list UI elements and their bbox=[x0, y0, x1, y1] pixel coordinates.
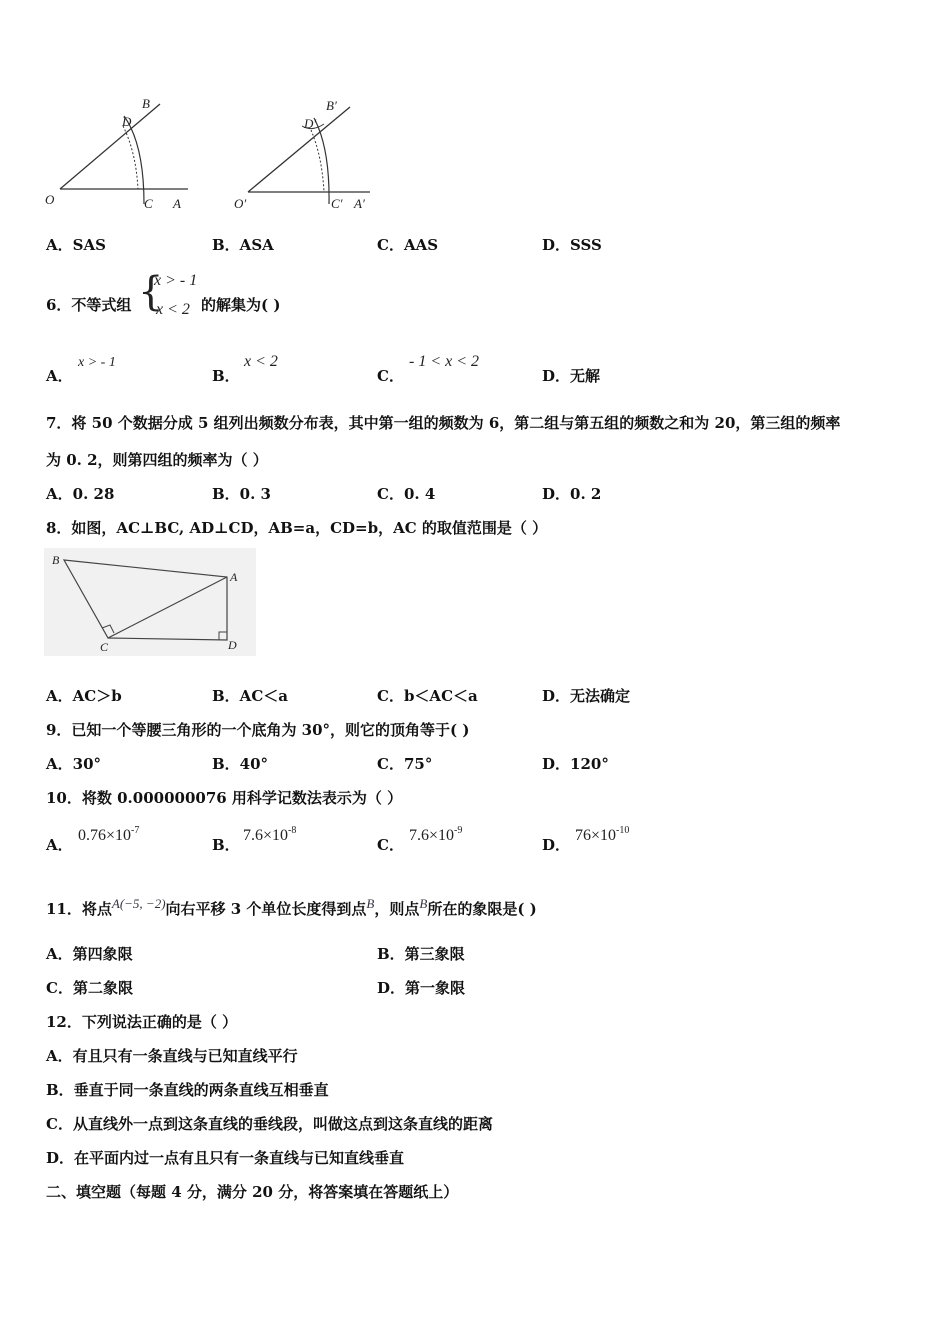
q11-option-d: D．第一象限 bbox=[377, 979, 466, 997]
q7-option-b: B．0. 3 bbox=[212, 485, 271, 503]
q7-option-c: C．0. 4 bbox=[377, 485, 436, 503]
q5-option-b: B．ASA bbox=[212, 236, 274, 254]
q6-option-a-label: A． bbox=[46, 367, 73, 385]
q10-b-exponent: -8 bbox=[288, 825, 297, 836]
label-C: C bbox=[144, 196, 153, 211]
section-fill-in-heading: 二、填空题（每题 4 分，满分 20 分，将答案填在答题纸上） bbox=[46, 1183, 459, 1201]
q10-option-b-label: B． bbox=[212, 836, 240, 854]
q6-inequality-2: x < 2 bbox=[156, 301, 190, 318]
label-O-prime: O′ bbox=[234, 196, 247, 211]
label-D: D bbox=[122, 114, 132, 129]
q8-option-a: A．AC＞b bbox=[46, 687, 122, 705]
q7-stem-line1: 7．将 50 个数据分成 5 组列出频数分布表，其中第一组的频数为 6，第二组与第五组的频数之和为 20，第三组的频率 bbox=[46, 414, 841, 432]
q9-option-d: D．120° bbox=[542, 755, 609, 773]
q10-option-c-label: C． bbox=[377, 836, 404, 854]
q12-option-a: A．有且只有一条直线与已知直线平行 bbox=[46, 1047, 298, 1065]
q12-option-b: B．垂直于同一条直线的两条直线互相垂直 bbox=[46, 1081, 329, 1099]
q10-option-c-math bbox=[409, 826, 462, 844]
q10-option-d-label: D． bbox=[542, 836, 571, 854]
q11-point-b-2: B bbox=[419, 896, 428, 911]
label-B-prime: B′ bbox=[326, 98, 337, 113]
angle-figure-copy bbox=[228, 92, 428, 222]
q5-option-a: A．SAS bbox=[46, 236, 106, 254]
q7-stem-line2: 为 0. 2，则第四组的频率为（ ） bbox=[46, 451, 268, 469]
q11-middle2: ，则点 bbox=[374, 900, 420, 918]
q9-option-a: A．30° bbox=[46, 755, 102, 773]
fig-label-C: C bbox=[100, 640, 109, 654]
q8-option-c: C．b＜AC＜a bbox=[377, 687, 478, 705]
label-A-prime: A′ bbox=[354, 196, 365, 211]
q10-b-base: 7.6×10 bbox=[243, 827, 289, 844]
system-brace: { bbox=[138, 269, 164, 315]
q10-stem: 10．将数 0.000000076 用科学记数法表示为（ ） bbox=[46, 789, 403, 807]
q10-option-a-label: A． bbox=[46, 836, 73, 854]
q7-option-a: A．0. 28 bbox=[46, 485, 115, 503]
q9-option-c: C．75° bbox=[377, 755, 433, 773]
label-B: B bbox=[142, 96, 150, 111]
label-C-prime: C′ bbox=[331, 196, 343, 211]
q11-stem bbox=[46, 897, 537, 917]
q11-suffix: 所在的象限是( ) bbox=[427, 900, 537, 918]
q8-option-d: D．无法确定 bbox=[542, 687, 631, 705]
q10-d-exponent: -10 bbox=[616, 825, 630, 836]
q7-option-d: D．0. 2 bbox=[542, 485, 602, 503]
q6-option-c-math: - 1 < x < 2 bbox=[409, 353, 480, 370]
q9-stem: 9．已知一个等腰三角形的一个底角为 30°，则它的顶角等于( ) bbox=[46, 721, 470, 739]
fig-label-A: A bbox=[230, 570, 238, 584]
fig-label-D: D bbox=[228, 638, 237, 652]
q10-c-exponent: -9 bbox=[454, 825, 463, 836]
q10-c-base: 7.6×10 bbox=[409, 827, 455, 844]
q11-prefix: 11．将点 bbox=[46, 900, 112, 918]
q11-point-b: B bbox=[366, 896, 375, 911]
q6-option-c-label: C． bbox=[377, 367, 404, 385]
q8-option-b: B．AC＜a bbox=[212, 687, 288, 705]
q6-inequality-1: x > - 1 bbox=[154, 272, 198, 289]
q10-option-b-math bbox=[243, 826, 296, 844]
ray-OB bbox=[60, 104, 160, 189]
q12-option-c: C．从直线外一点到这条直线的垂线段，叫做这点到这条直线的距离 bbox=[46, 1115, 493, 1133]
q10-option-a-math bbox=[78, 826, 139, 844]
q6-option-d: D．无解 bbox=[542, 367, 601, 385]
q9-option-b: B．40° bbox=[212, 755, 269, 773]
q6-stem-suffix: 的解集为( ) bbox=[201, 296, 281, 314]
q11-point-a: A(−5, −2) bbox=[111, 896, 166, 911]
fig-label-B: B bbox=[52, 553, 60, 567]
q10-a-base: 0.76×10 bbox=[78, 827, 132, 844]
q10-a-exponent: -7 bbox=[131, 825, 140, 836]
label-O: O bbox=[45, 192, 55, 207]
q10-d-base: 76×10 bbox=[575, 827, 617, 844]
q6-option-b-math: x < 2 bbox=[244, 353, 278, 370]
dotted-arc bbox=[123, 126, 138, 189]
q6-option-a-math: x > - 1 bbox=[78, 355, 116, 370]
quadrilateral-figure bbox=[44, 548, 259, 658]
label-A: A bbox=[173, 196, 181, 211]
q11-option-c: C．第二象限 bbox=[46, 979, 133, 997]
ray-OB-prime bbox=[248, 107, 350, 192]
q6-option-b-label: B． bbox=[212, 367, 240, 385]
arc-CD bbox=[124, 116, 144, 204]
q12-option-d: D．在平面内过一点有且只有一条直线与已知直线垂直 bbox=[46, 1149, 405, 1167]
q11-option-a: A．第四象限 bbox=[46, 945, 133, 963]
q8-stem: 8．如图，AC⊥BC, AD⊥CD，AB=a，CD=b，AC 的取值范围是（ ） bbox=[46, 519, 548, 537]
q10-option-d-math bbox=[575, 826, 629, 844]
q5-option-d: D．SSS bbox=[542, 236, 602, 254]
label-D-prime: D′ bbox=[304, 116, 317, 131]
angle-figure-original bbox=[40, 92, 240, 222]
q6-stem-prefix: 6．不等式组 bbox=[46, 296, 132, 314]
q12-stem: 12．下列说法正确的是（ ） bbox=[46, 1013, 238, 1031]
q11-middle: 向右平移 3 个单位长度得到点 bbox=[165, 900, 367, 918]
q5-option-c: C．AAS bbox=[377, 236, 439, 254]
q11-option-b: B．第三象限 bbox=[377, 945, 465, 963]
